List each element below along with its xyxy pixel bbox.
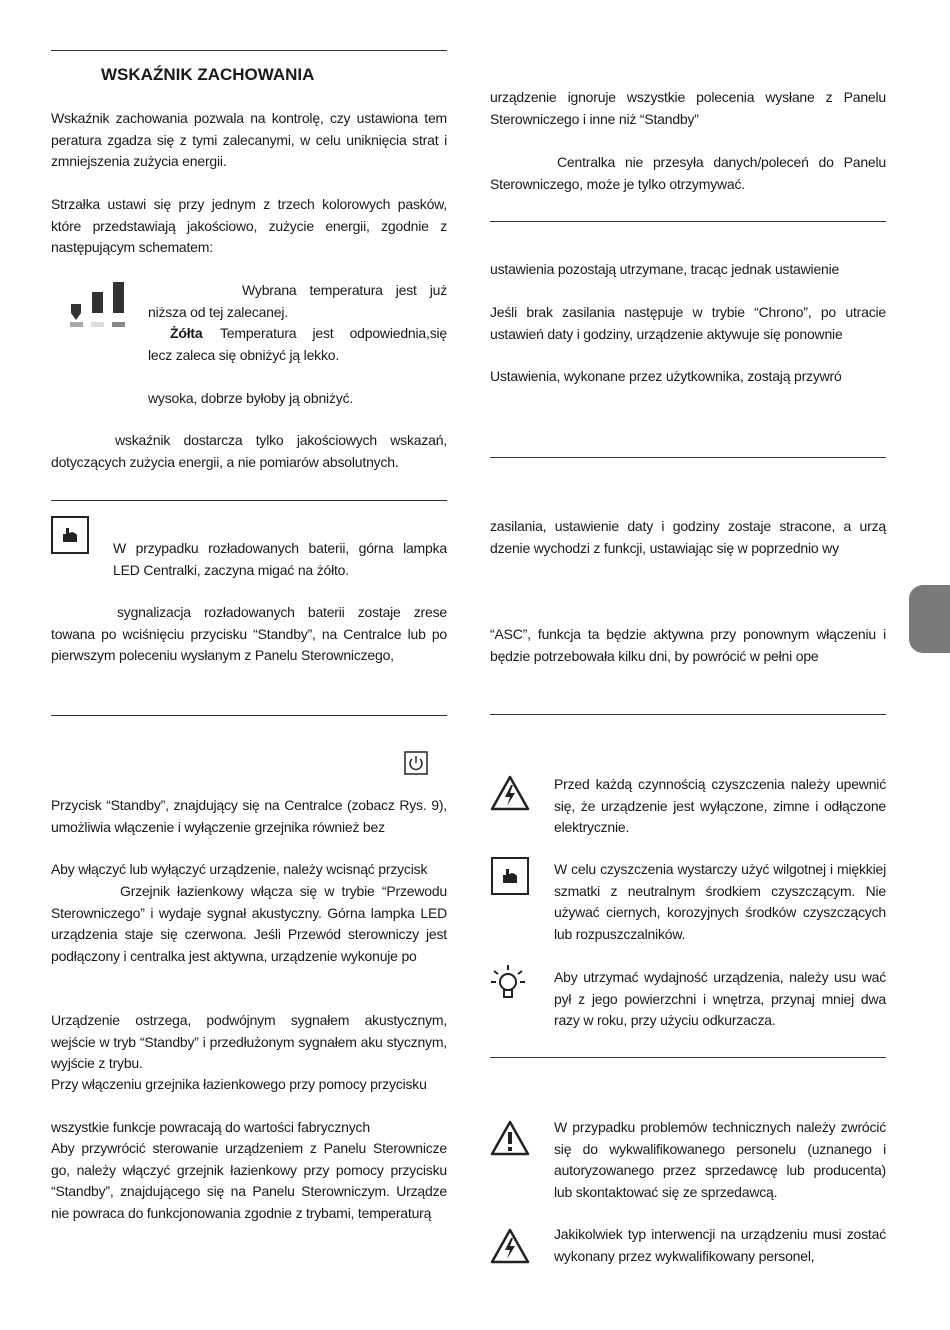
- lightbulb-icon: [488, 963, 528, 1003]
- paragraph: zasilania, ustawienie daty i godziny zostaje stracone, a urzą dzenie wychodzi z funkcji, ustawiając się w poprzednio wy: [490, 518, 886, 556]
- section-heading: WSKAŹNIK ZACHOWANIA: [101, 65, 315, 84]
- paragraph: ustawienia pozostają utrzymane, tracąc jednak ustawienie: [490, 261, 840, 277]
- indicator-label-yellow: Żółta: [170, 325, 203, 341]
- divider: [51, 50, 447, 51]
- hand-icon: [51, 516, 89, 554]
- paragraph: Aby przywrócić sterowanie urządzeniem z Panelu Sterownicze go, należy włączyć grzejnik łazienkowy przy pomocy przycisku “Standby”, znajdującego się na Panelu Sterowniczym. Urządze nie powraca do funkcjonowania zgodnie z trybami, temperaturą: [51, 1140, 447, 1221]
- paragraph: Przy włączeniu grzejnika łazienkowego przy pomocy przycisku: [51, 1076, 427, 1092]
- section-tab: [909, 585, 950, 653]
- paragraph: W przypadku rozładowanych baterii, górna lampka LED Centralki, zaczyna migać na żółto.: [113, 540, 447, 578]
- paragraph: Jeśli brak zasilania następuje w trybie “Chrono”, po utracie ustawień daty i godziny, urządzenie aktywuje się ponownie: [490, 304, 886, 342]
- paragraph: Przed każdą czynnością czyszczenia należy upewnić się, że urządzenie jest wyłączone, zimne i odłączone elektrycznie.: [554, 776, 886, 835]
- divider: [490, 221, 886, 222]
- divider: [490, 457, 886, 458]
- paragraph: sygnalizacja rozładowanych baterii zostaje zrese towana po wciśnięciu przycisku “Standby”, na Centralce lub po pierwszym poleceniu wysłanym z Panelu Sterowniczego,: [51, 604, 447, 663]
- paragraph: Aby utrzymać wydajność urządzenia, należy usu wać pył z jego powierzchni i wnętrza, przynaj mniej dwa razy w roku, przy użyciu odkurzacza.: [554, 969, 886, 1028]
- paragraph: Aby włączyć lub wyłączyć urządzenie, należy wcisnąć przycisk: [51, 861, 428, 877]
- paragraph: Strzałka ustawi się przy jednym z trzech kolorowych pasków, które przedstawiają jakościowo, zużycie energii, zgodnie z następującym schematem:: [51, 196, 447, 255]
- paragraph: “ASC”, funkcja ta będzie aktywna przy ponownym włączeniu i będzie potrzebowała kilku dni, by powrócić w pełni ope: [490, 626, 886, 664]
- power-icon: [404, 751, 428, 775]
- paragraph: Jakikolwiek typ interwencji na urządzeniu musi zostać wykonany przez wykwalifikowany personel,: [554, 1226, 886, 1264]
- paragraph: Ustawienia, wykonane przez użytkownika, zostają przywró: [490, 368, 842, 384]
- paragraph: Centralka nie przesyła danych/poleceń do Panelu Sterowniczego, może je tylko otrzymywać.: [490, 154, 886, 192]
- paragraph: Przycisk “Standby”, znajdujący się na Centralce (zobacz Rys. 9), umożliwia włączenie i wyłączenie grzejnika również bez: [51, 797, 447, 835]
- electric-warning-icon: [490, 775, 530, 811]
- divider: [490, 714, 886, 715]
- warning-icon: [490, 1120, 530, 1156]
- hand-icon: [491, 857, 529, 895]
- paragraph: Urządzenie ostrzega, podwójnym sygnałem akustycznym, wejście w tryb “Standby” i przedłużonym sygnałem aku stycznym, wyjście z trybu.: [51, 1012, 447, 1071]
- behaviour-indicator-icon: [68, 280, 128, 330]
- paragraph: Grzejnik łazienkowy włącza się w trybie “Przewodu Sterowniczego” i wydaje sygnał akustyczny. Górna lampka LED urządzenia staje się czerwona. Jeśli Przewód sterowniczy jest podłączony i centralka jest aktywna, urządzenie wykonuje po: [51, 883, 447, 964]
- paragraph: wszystkie funkcje powracają do wartości fabrycznych: [51, 1119, 370, 1135]
- electric-warning-icon: [490, 1228, 530, 1264]
- indicator-text: wysoka, dobrze byłoby ją obniżyć.: [148, 390, 354, 406]
- divider: [490, 1057, 886, 1058]
- paragraph: W celu czyszczenia wystarczy użyć wilgotnej i miękkiej szmatki z neutralnym środkiem czyszczącym. Nie używać ciernych, korozyjnych środków czyszczących lub rozpuszczalników.: [554, 861, 886, 942]
- paragraph: urządzenie ignoruje wszystkie polecenia wysłane z Panelu Sterowniczego i inne niż “Standby”: [490, 89, 886, 127]
- divider: [51, 715, 447, 716]
- paragraph: Wskaźnik zachowania pozwala na kontrolę, czy ustawiona tem peratura zgadza się z tymi zalecanymi, w celu uniknięcia strat i zmniejszenia zużycia energii.: [51, 110, 447, 169]
- indicator-text: Wybrana temperatura jest już niższa od tej zalecanej.: [148, 282, 447, 320]
- indicator-text: Temperatura jest odpowiednia,się lecz zaleca się obniżyć ją lekko.: [148, 325, 447, 363]
- paragraph: W przypadku problemów technicznych należy zwrócić się do wykwalifikowanego personelu (uznanego i autoryzowanego przez sprzedawcę lub producenta) lub skontaktować się ze sprzedawcą.: [554, 1119, 886, 1200]
- paragraph: wskaźnik dostarcza tylko jakościowych wskazań, dotyczących zużycia energii, a nie pomiarów absolutnych.: [51, 432, 447, 470]
- divider: [51, 500, 447, 501]
